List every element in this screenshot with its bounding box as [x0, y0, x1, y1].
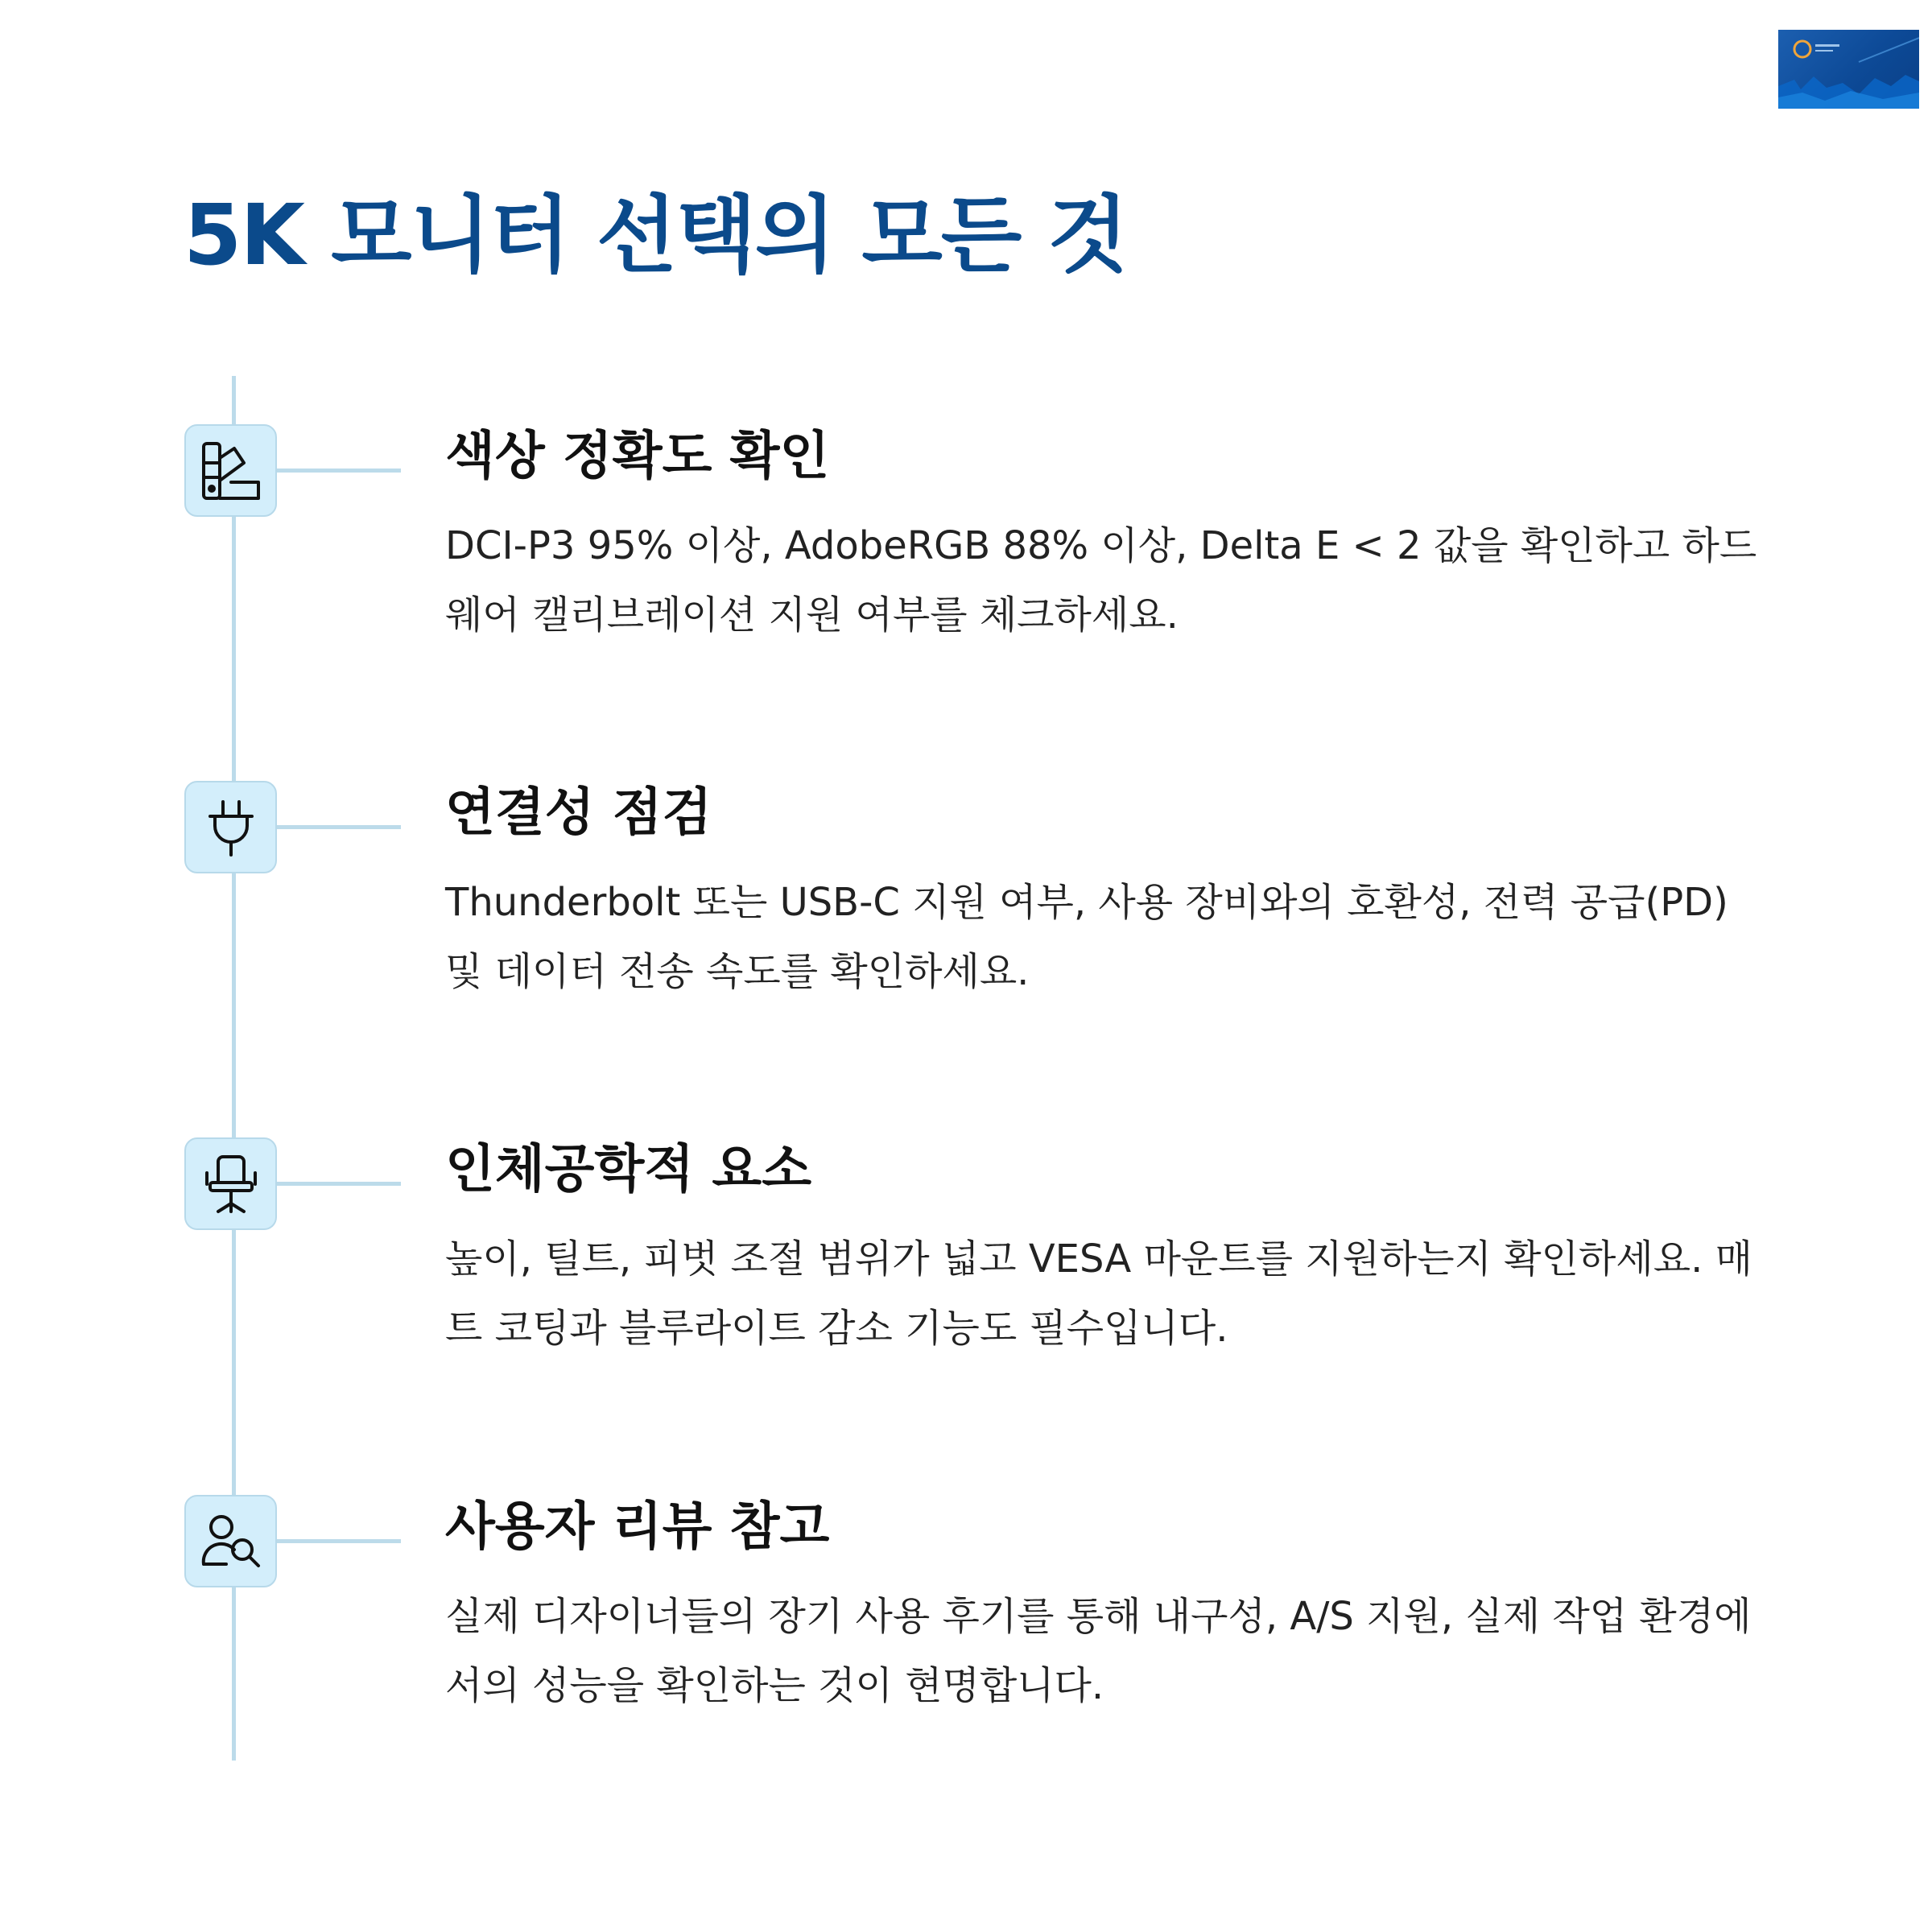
step-ergonomics	[0, 1137, 1932, 1379]
step-description: 실제 디자이너들의 장기 사용 후기를 통해 내구성, A/S 지원, 실제 작업 환경에서의 성능을 확인하는 것이 현명합니다.	[445, 1594, 1752, 1708]
office-chair-icon	[184, 1137, 277, 1230]
step-user-reviews	[0, 1495, 1932, 1736]
step-color-accuracy	[0, 424, 1932, 666]
step-description: Thunderbolt 또는 USB-C 지원 여부, 사용 장비와의 호환성, 전력 공급(PD) 및 데이터 전송 속도를 확인하세요.	[445, 880, 1728, 994]
company-logo	[1778, 30, 1919, 109]
step-title: 사용자 리뷰 참고	[445, 1497, 830, 1557]
user-search-icon	[184, 1495, 277, 1587]
step-connector	[277, 825, 401, 829]
plug-icon	[184, 781, 277, 873]
page-title: 5K 모니터 선택의 모든 것	[184, 186, 1127, 284]
step-connector	[277, 1182, 401, 1186]
step-title: 연결성 점검	[445, 783, 712, 843]
step-title: 색상 정확도 확인	[445, 427, 830, 486]
step-description: DCI-P3 95% 이상, AdobeRGB 88% 이상, Delta E < 2 값을 확인하고 하드웨어 캘리브레이션 지원 여부를 체크하세요.	[445, 523, 1757, 638]
step-connectivity	[0, 781, 1932, 1022]
step-description: 높이, 틸트, 피벗 조절 범위가 넓고 VESA 마운트를 지원하는지 확인하세요. 매트 코팅과 블루라이트 감소 기능도 필수입니다.	[445, 1236, 1753, 1351]
step-title: 인체공학적 요소	[445, 1140, 812, 1199]
color-palette-icon	[184, 424, 277, 517]
step-connector	[277, 469, 401, 473]
step-connector	[277, 1539, 401, 1543]
